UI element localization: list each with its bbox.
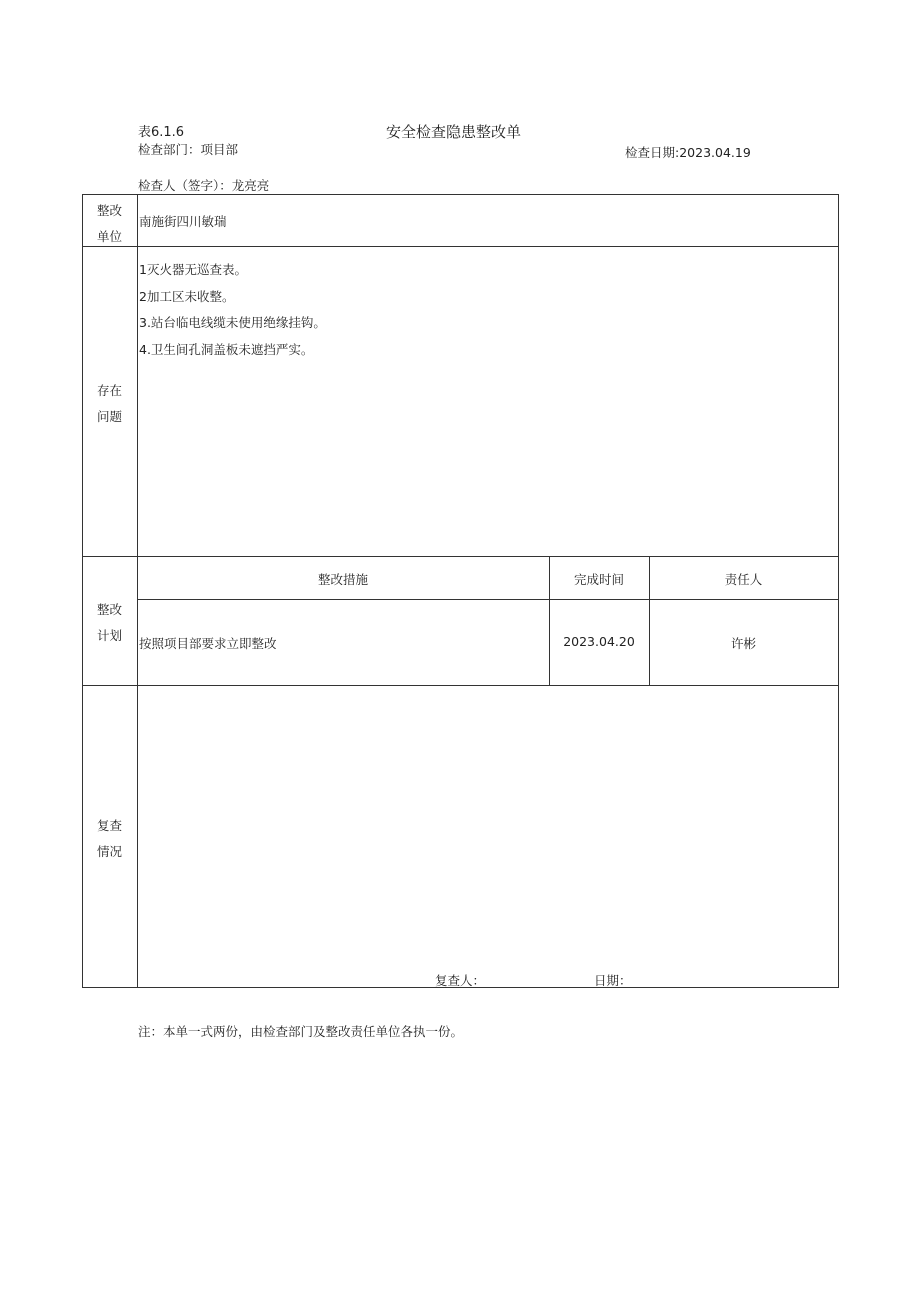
inspection-dept-label: 检查部门： [138,142,201,157]
inspection-date [625,143,751,161]
page-title: 安全检查隐患整改单 [386,123,522,141]
issues-label [82,378,137,430]
inspection-date-label: 检查日期: [625,145,680,160]
unit-label [82,198,137,250]
plan-header-time: 完成时间 [573,572,624,587]
unit-value: 南施街四川敏瑞 [139,214,227,229]
inspector [138,176,269,194]
inspection-dept-value: 项目部 [200,142,239,157]
plan-header-measures: 整改措施 [317,572,368,587]
plan-label-line1: 整改 [96,602,122,617]
table-number: 表6.1.6 [138,125,185,140]
plan-header-person: 责任人 [724,572,763,587]
plan-label [82,597,137,649]
reviewer-label: 复查人： [435,973,486,988]
inspection-date-value: 2023.04.19 [679,145,751,160]
review-date-label: 日期： [594,973,632,988]
issue-item: 3.站台临电线缆未使用绝缘挂钩。 [139,315,326,330]
review-label-line1: 复查 [96,818,122,833]
issue-item: 1灭火器无巡查表。 [139,262,247,277]
plan-measures-value: 按照项目部要求立即整改 [139,636,277,651]
issues-label-line2: 问题 [96,409,122,424]
plan-label-line2: 计划 [96,628,122,643]
plan-time-value: 2023.04.20 [563,634,635,649]
inspector-value: 龙亮亮 [231,178,270,193]
unit-label-line2: 单位 [96,229,122,244]
review-label-line2: 情况 [96,844,122,859]
issue-item: 2加工区未收整。 [139,288,235,304]
inspection-dept [138,140,238,158]
inspector-label: 检查人（签字）： [138,178,232,193]
unit-label-line1: 整改 [96,203,122,218]
issues-label-line1: 存在 [96,383,122,398]
review-label [82,813,137,865]
plan-person-value: 许彬 [730,636,756,651]
issues-list [139,257,326,363]
issue-item: 4.卫生间孔洞盖板未遮挡严实。 [139,341,314,357]
footnote: 注：本单一式两份，由检查部门及整改责任单位各执一份。 [138,1024,464,1039]
